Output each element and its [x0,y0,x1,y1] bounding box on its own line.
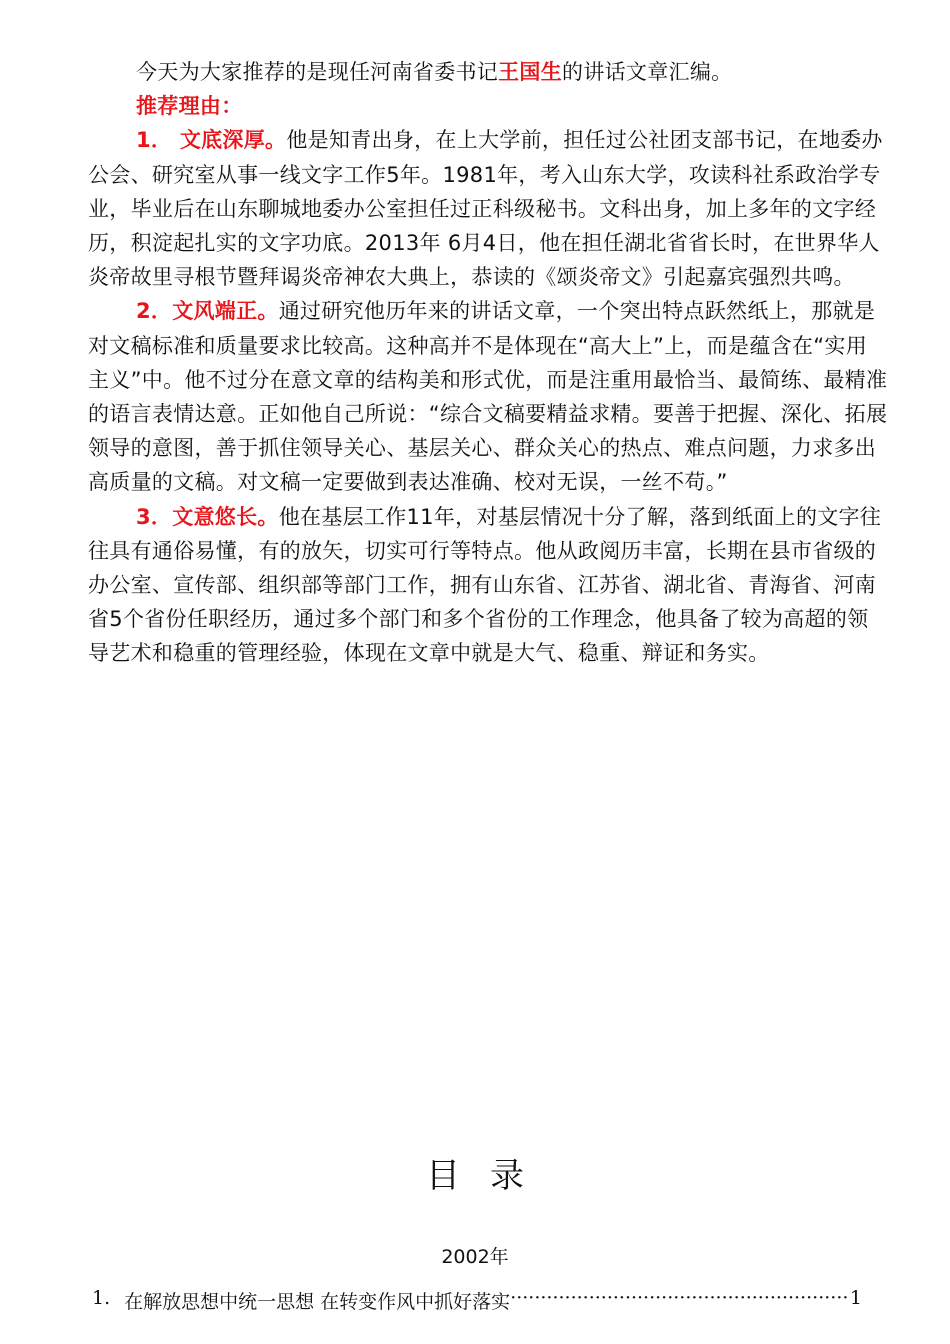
recommendation-section [88,55,888,671]
reason-label: 2．文风端正。 [136,299,279,324]
toc-entry-page: 1 [849,1287,862,1309]
reason-text: 通过研究他历年来的讲话文章，一个突出特点跃然纸上，那就是对文稿标准和质量要求比较高。这种高并不是体现在“高大上”上，而是蕴含在“实用主义”中。他不过分在意文章的结构美和形式优，而是注重用最恰当、最简练、最精准的语言表情达意。正如他自己所说：“综合文稿要精益求精。要善于把握、深化、拓展领导的意图，善于抓住领导关心、基层关心、群众关心的热点、难点问题，力求多出高质量的文稿。对文稿一定要做到表达准确、校对无误，一丝不苟。” [88,299,888,495]
reason-text: 他是知青出身，在上大学前，担任过公社团支部书记，在地委办公会、研究室从事一线文字工作5年。1981年，考入山东大学，攻读科社系政治学专业，毕业后在山东聊城地委办公室担任过正科级秘书。文科出身，加上多年的文字经历，积淀起扎实的文字功底。2013年 6月4日，他在担任湖北省省长时，在世界华人炎帝故里寻根节暨拜谒炎帝神农大典上，恭读的《颂炎帝文》引起嘉宾强烈共鸣。 [88,128,883,290]
toc-entry-title: 在解放思想中统一思想 在转变作风中抓好落实 [124,1291,511,1313]
reason-label: 1． 文底深厚。 [136,128,287,153]
intro-prefix: 今天为大家推荐的是现任河南省委书记 [136,60,499,84]
reason-paragraph-3 [88,500,888,671]
toc-year-heading: 2002年 [441,1246,509,1268]
reason-paragraph-1 [88,123,888,294]
intro-paragraph [88,55,888,89]
toc-title: 目录 [426,1156,554,1196]
toc-entry[interactable] [92,1287,862,1314]
toc-leader-dots [510,1287,848,1314]
reason-text: 他在基层工作11年，对基层情况十分了解，落到纸面上的文字往往具有通俗易懂，有的放矢，切实可行等特点。他从政阅历丰富，长期在县市省级的办公室、宣传部、组织部等部门工作，拥有山东省、江苏省、湖北省、青海省、河南省5个省份任职经历，通过多个部门和多个省份的工作理念，他具备了较为高超的领导艺术和稳重的管理经验，体现在文章中就是大气、稳重、辩证和务实。 [88,504,882,666]
intro-suffix: 的讲话文章汇编。 [562,60,733,84]
reason-paragraph-2 [88,294,888,499]
reasons-heading: 推荐理由： [136,94,243,119]
highlighted-name: 王国生 [498,60,563,84]
reason-label: 3．文意悠长。 [136,504,279,529]
toc-entry-number: 1. [92,1287,111,1309]
